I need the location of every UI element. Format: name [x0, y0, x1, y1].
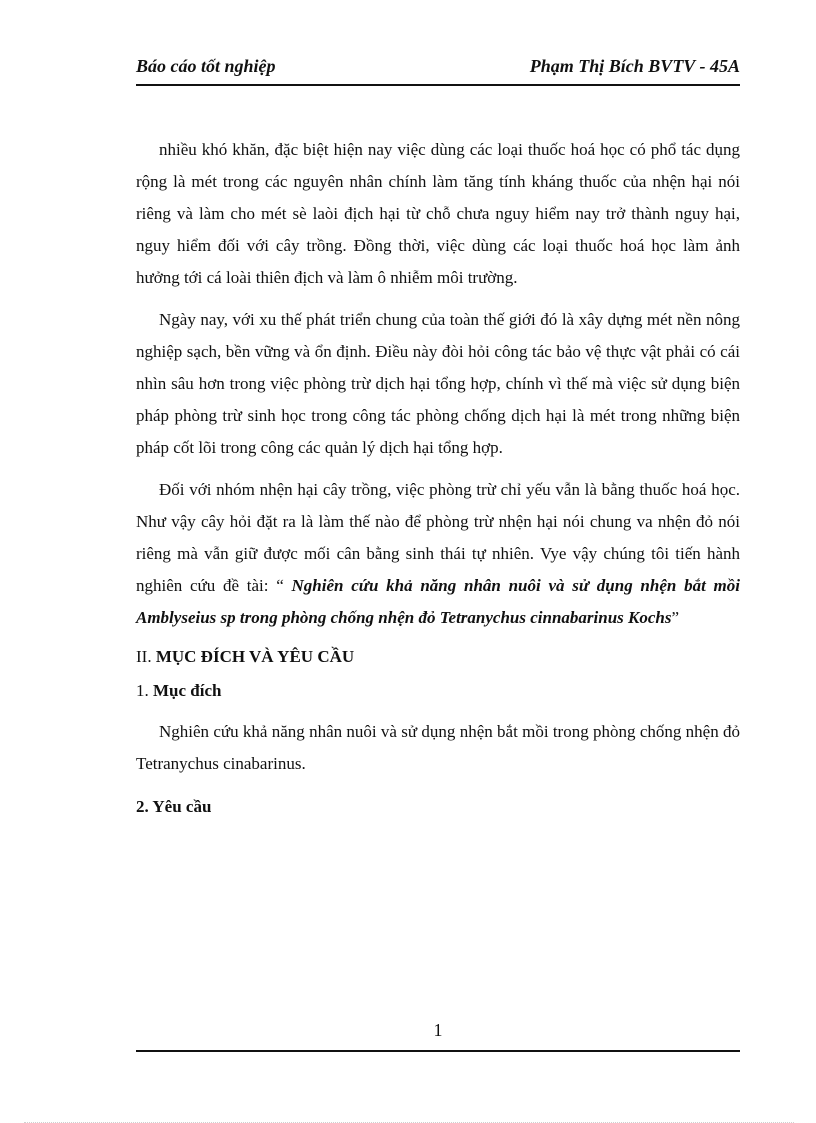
research-topic-title: Nghiên cứu khả năng nhân nuôi và sử dụng nhện bắt mồi Amblyseius sp trong phòng chống nhện đỏ Tetranychus cinnabarinus Kochs: [136, 576, 740, 627]
paragraph-research-topic: [136, 474, 740, 634]
section-heading-objectives: [136, 640, 740, 674]
section-number: II.: [136, 647, 156, 666]
subsection-heading-requirements: 2. Yêu cầu: [136, 797, 212, 816]
header-author: Phạm Thị Bích BVTV - 45A: [529, 56, 740, 76]
page-number: 1: [433, 1020, 443, 1040]
header-report-title: Báo cáo tốt nghiệp: [136, 56, 276, 76]
paragraph-modern-agriculture: Ngày nay, với xu thế phát triển chung của toàn thế giới đó là xây dựng mét nền nông nghiệp sạch, bền vững và ổn định. Điều này đòi hỏi công tác bảo vệ thực vật phải có cái nhìn sâu hơn trong việc phòng trừ dịch hại tổng hợp, chính vì thế mà việc sử dụng biện pháp phòng trừ sinh học trong công tác phòng chống dịch hại là mét trong những biện pháp cốt lõi trong công các quản lý dịch hại tổng hợp.: [136, 310, 740, 457]
subsection-title: Mục đích: [153, 681, 222, 700]
paragraph-purpose: Nghiên cứu khả năng nhân nuôi và sử dụng nhện bắt mồi trong phòng chống nhện đỏ Tetranychus cinabarinus.: [136, 722, 740, 773]
footer-divider: [136, 1050, 740, 1052]
subsection-number: 1.: [136, 681, 153, 700]
paragraph-difficulties: nhiều khó khăn, đặc biệt hiện nay việc dùng các loại thuốc hoá học có phổ tác dụng rộng là mét trong các nguyên nhân chính làm tăng tính kháng thuốc của nhện hại nói riêng và làm cho mét sè laòi địch hại từ chỗ chưa nguy hiểm nay trở thành nguy hại, nguy hiểm đối với cây trồng. Đồng thời, việc dùng các loại thuốc hoá học làm ảnh hưởng tới cá loài thiên địch và làm ô nhiễm môi trường.: [136, 140, 740, 287]
document-body: [136, 134, 740, 832]
page-header: [136, 56, 740, 82]
research-topic-intro: Đối với nhóm nhện hại cây trồng, việc phòng trừ chỉ yếu vẫn là bằng thuốc hoá học. Như vậy cây hỏi đặt ra là làm thế nào để phòng trừ nhện hại nói chung va nhện đỏ nói riêng mà vẫn giữ được mối cân bằng sinh thái tự nhiên. Vye vậy chúng tôi tiến hành nghiên cứu đề tài: “: [136, 480, 740, 595]
subsection-heading-purpose: [136, 674, 740, 708]
research-topic-close-quote: ”: [671, 608, 680, 627]
header-divider: [136, 84, 740, 86]
section-title: MỤC ĐÍCH VÀ YÊU CẦU: [155, 647, 355, 666]
